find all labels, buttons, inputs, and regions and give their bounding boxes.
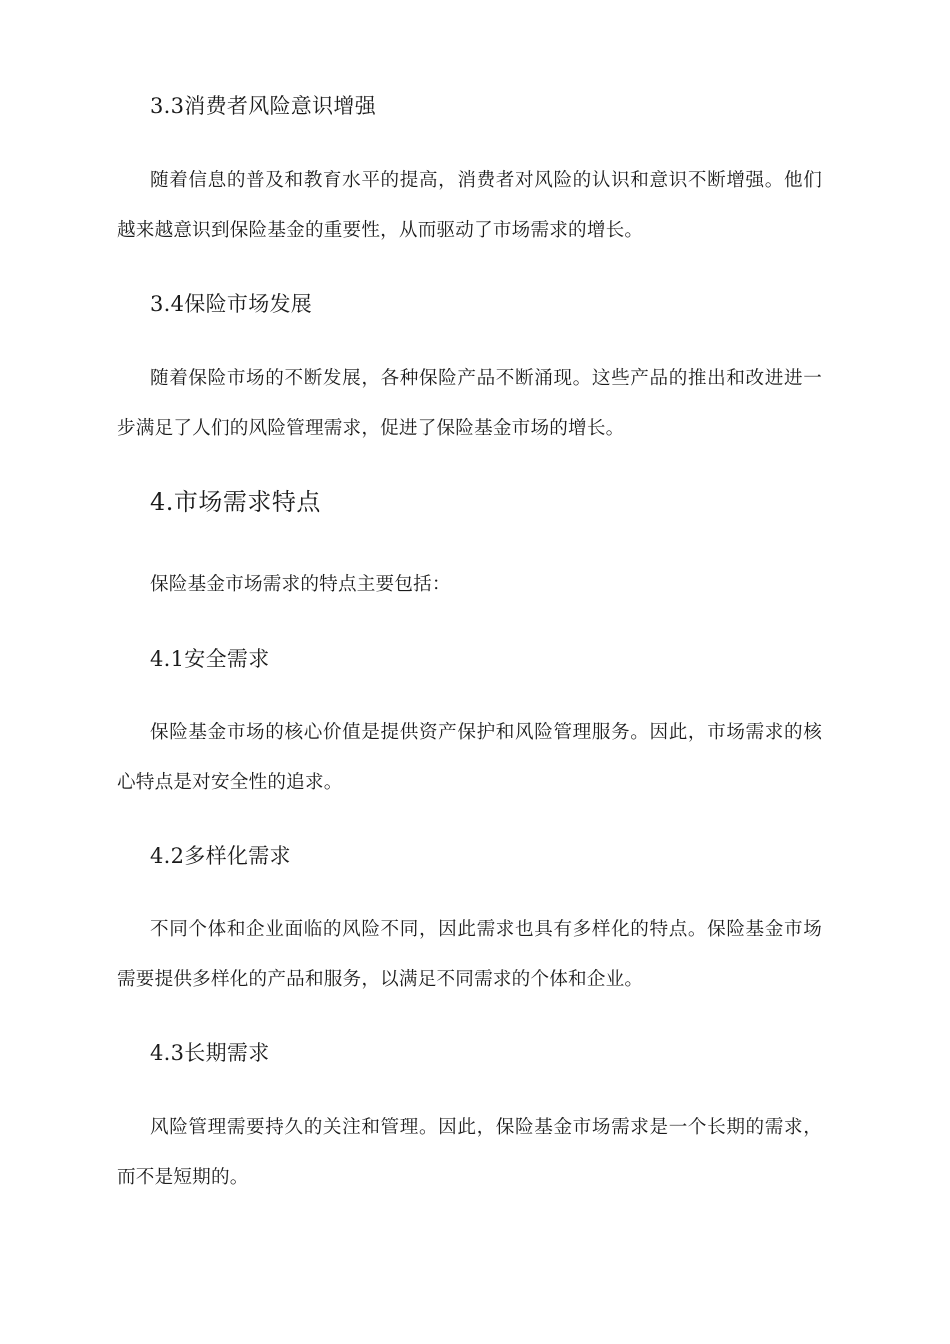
section-body-4-1: 保险基金市场的核心价值是提供资产保护和风险管理服务。因此，市场需求的核心特点是对安全性的追求。 [117, 722, 822, 793]
section-body-4: 保险基金市场需求的特点主要包括： [150, 574, 451, 595]
section-body-4-3: 风险管理需要持久的关注和管理。因此，保险基金市场需求是一个长期的需求，而不是短期的。 [117, 1117, 822, 1188]
section-body-3-4: 随着保险市场的不断发展，各种保险产品不断涌现。这些产品的推出和改进进一步满足了人们的风险管理需求，促进了保险基金市场的增长。 [117, 368, 822, 439]
section-heading-4: 4.市场需求特点 [150, 488, 321, 516]
section-heading-3-3: 3.3消费者风险意识增强 [150, 94, 376, 118]
section-heading-4-1: 4.1安全需求 [150, 647, 270, 671]
section-body-4-2: 不同个体和企业面临的风险不同，因此需求也具有多样化的特点。保险基金市场需要提供多样化的产品和服务，以满足不同需求的个体和企业。 [117, 919, 822, 990]
section-heading-4-2: 4.2多样化需求 [150, 844, 291, 868]
section-heading-3-4: 3.4保险市场发展 [150, 292, 313, 316]
section-body-3-3: 随着信息的普及和教育水平的提高，消费者对风险的认识和意识不断增强。他们越来越意识到保险基金的重要性，从而驱动了市场需求的增长。 [117, 170, 822, 241]
section-heading-4-3: 4.3长期需求 [150, 1041, 270, 1065]
